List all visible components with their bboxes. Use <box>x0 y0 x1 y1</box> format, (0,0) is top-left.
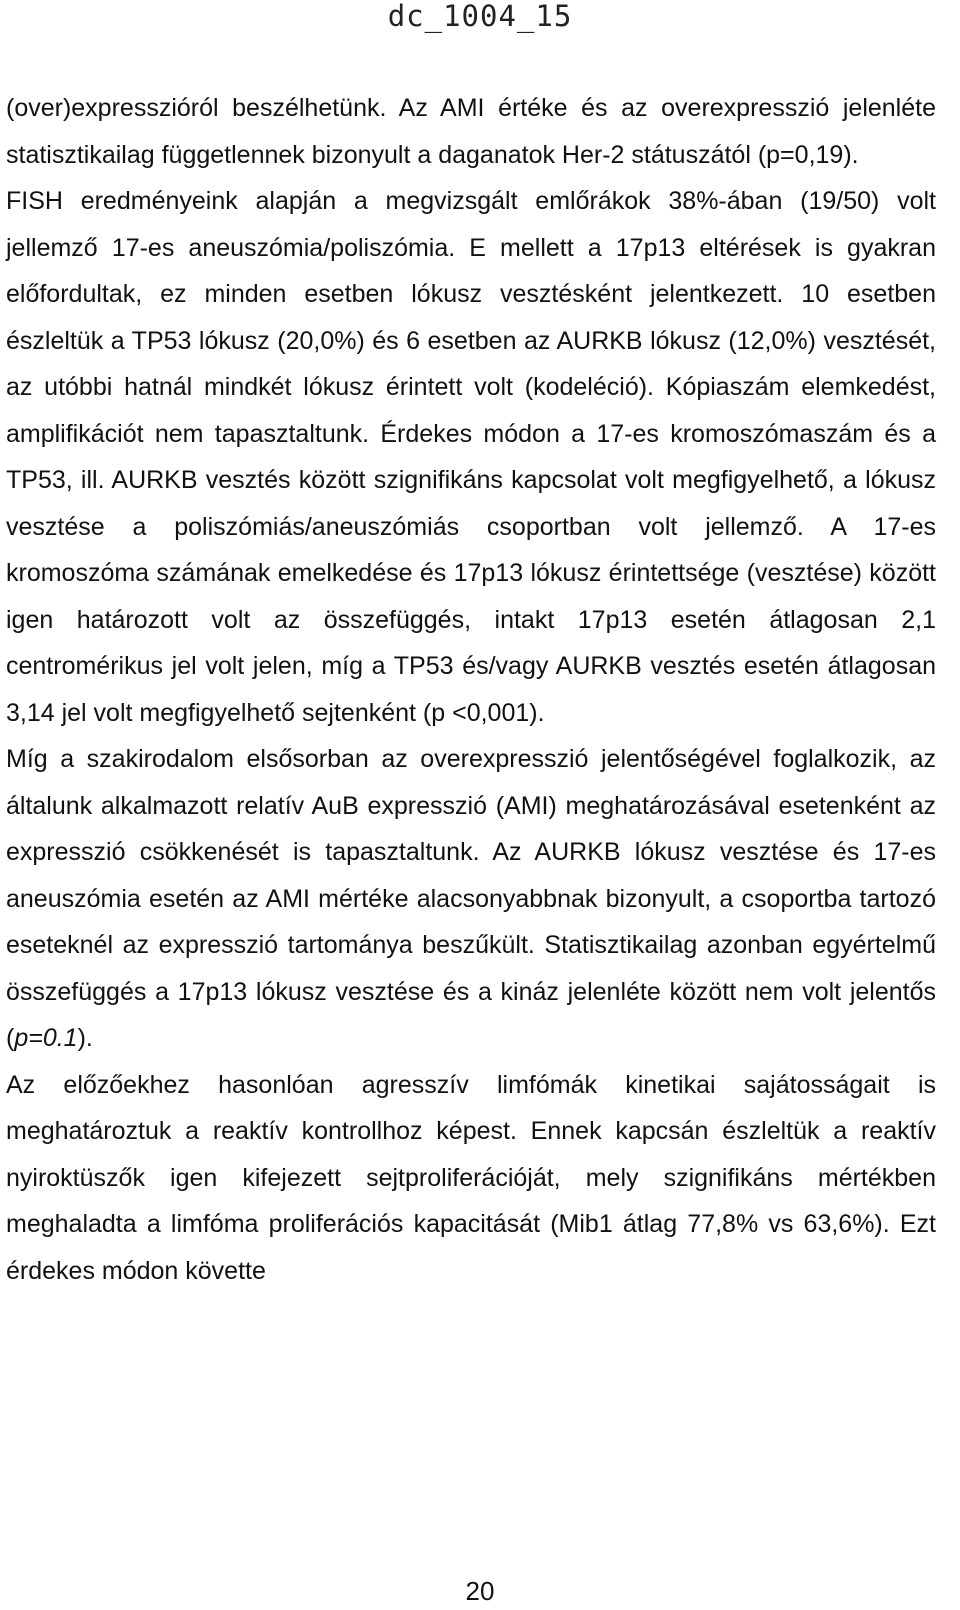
page-number: 20 <box>465 1576 495 1606</box>
paragraph-4: Az előzőekhez hasonlóan agresszív limfómák kinetikai sajátosságait is meghatároztuk a reaktív kontrollhoz képest. Ennek kapcsán észleltük a reaktív nyiroktüszők igen kifejezett sejtproliferációját, mely szignifikáns mértékben meghaladta a limfóma proliferációs kapacitását (Mib1 átlag 77,8% vs 63,6%). Ezt érdekes módon követte <box>6 1070 936 1285</box>
document-id-header: dc_1004_15 <box>387 0 573 33</box>
paragraph-3-end: ). <box>77 1024 93 1052</box>
paragraph-3 <box>6 736 936 1062</box>
paragraph-2: FISH eredményeink alapján a megvizsgált emlőrákok 38%-ában (19/50) volt jellemző 17-es aneuszómia/poliszómia. E mellett a 17p13 eltérések is gyakran előfordultak, ez minden esetben lókusz vesztésként jelentkezett. 10 esetben észleltük a TP53 lókusz (20,0%) és 6 esetben az AURKB lókusz (12,0%) vesztését, az utóbbi hatnál mindkét lókusz érintett volt (kodeléció). Kópiaszám elemkedést, amplifikációt nem tapasztaltunk. Érdekes módon a 17-es kromoszómaszám és a TP53, ill. AURKB vesztés között szignifikáns kapcsolat volt megfigyelhető, a lókusz vesztése a poliszómiás/aneuszómiás csoportban volt jellemző. A 17-es kromoszóma számának emelkedése és 17p13 lókusz érintettsége (vesztése) között igen határozott volt az összefüggés, intakt 17p13 esetén átlagosan 2,1 centromérikus jel volt jelen, míg a TP53 és/vagy AURKB vesztés esetén átlagosan 3,14 jel volt megfigyelhető sejtenként (p <0,001). <box>6 187 936 727</box>
paragraph-1: (over)expresszióról beszélhetünk. Az AMI értéke és az overexpresszió jelenléte statisztikailag függetlennek bizonyult a daganatok Her-2 státuszától (p=0,19). <box>6 94 936 169</box>
p-value-italic: p=0.1 <box>14 1024 78 1052</box>
paragraph-3-text: Míg a szakirodalom elsősorban az overexpresszió jelentőségével foglalkozik, az általunk alkalmazott relatív AuB expresszió (AMI) meghatározásával esetenként az expresszió csökkenését is tapasztaltunk. Az AURKB lókusz vesztése és 17-es aneuszómia esetén az AMI mértéke alacsonyabbnak bizonyult, a csoportba tartozó eseteknél az expresszió tartománya beszűkült. Statisztikailag azonban egyértelmű összefüggés a 17p13 lókusz vesztése és a kináz jelenléte között nem volt jelentős ( <box>6 745 936 1052</box>
body-text <box>6 85 936 1294</box>
